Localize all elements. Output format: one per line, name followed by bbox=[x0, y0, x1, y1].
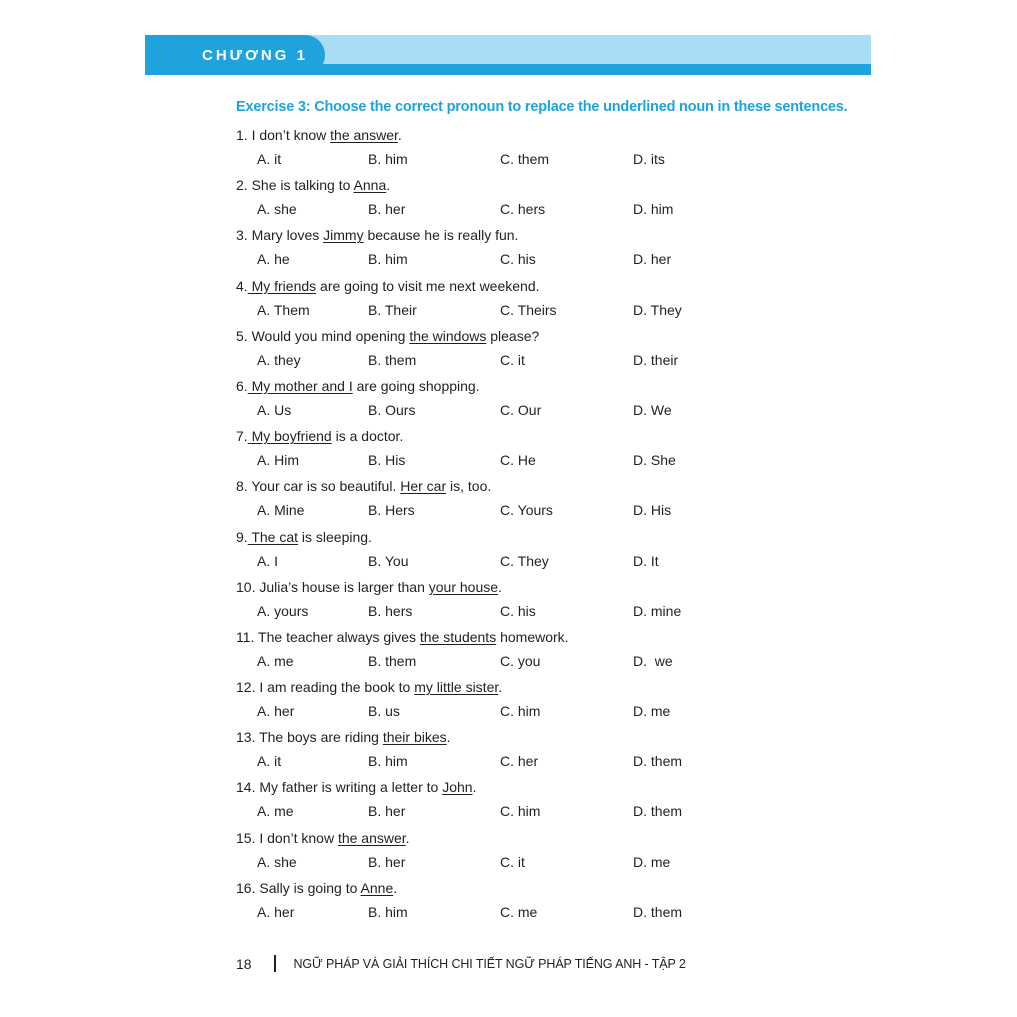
question-item bbox=[236, 527, 856, 577]
question-text bbox=[236, 830, 410, 846]
option-a: A. it bbox=[257, 151, 282, 167]
question-text-tail: is sleeping. bbox=[298, 528, 372, 545]
question-text-lead: 16. Sally is going to bbox=[236, 879, 361, 896]
answer-options bbox=[257, 302, 857, 322]
option-d: D. She bbox=[633, 452, 676, 469]
question-text-lead: 2. She is talking to bbox=[236, 177, 354, 194]
option-c: C. him bbox=[500, 703, 541, 720]
option-c: C. They bbox=[500, 552, 549, 569]
option-c: C. his bbox=[500, 602, 536, 619]
option-b: B. them bbox=[368, 652, 417, 669]
question-text-tail: . bbox=[405, 829, 410, 846]
option-a: A. it bbox=[257, 753, 282, 770]
answer-options bbox=[257, 502, 857, 522]
option-c: C. Yours bbox=[500, 502, 553, 519]
option-b: B. Ours bbox=[368, 401, 416, 418]
question-item bbox=[236, 175, 856, 225]
question-text-lead: 6. bbox=[236, 377, 248, 394]
chapter-banner bbox=[145, 35, 871, 75]
option-a: A. Us bbox=[257, 401, 292, 418]
option-d: D. her bbox=[633, 251, 672, 268]
option-b: B. You bbox=[368, 552, 409, 569]
option-c: C. his bbox=[500, 251, 536, 268]
underlined-noun: The cat bbox=[247, 528, 299, 545]
underlined-noun: My boyfriend bbox=[247, 428, 332, 445]
answer-options bbox=[257, 653, 857, 673]
underlined-noun: My friends bbox=[247, 277, 317, 294]
underlined-noun: your house bbox=[428, 578, 499, 595]
question-text bbox=[236, 328, 539, 344]
option-a: A. he bbox=[257, 251, 290, 268]
question-item bbox=[236, 878, 856, 928]
question-text-tail: . bbox=[498, 578, 502, 595]
question-text-lead: 7. bbox=[236, 428, 248, 445]
question-list bbox=[236, 125, 856, 928]
option-d: D. we bbox=[633, 652, 673, 669]
question-item bbox=[236, 627, 856, 677]
option-b: B. her bbox=[368, 853, 406, 870]
question-item bbox=[236, 276, 856, 326]
underlined-noun: Her car bbox=[400, 478, 447, 495]
question-text-tail: . bbox=[397, 127, 402, 143]
question-item bbox=[236, 225, 856, 275]
question-text bbox=[236, 880, 397, 896]
option-c: C. me bbox=[500, 903, 538, 920]
option-b: B. Hers bbox=[368, 502, 415, 519]
option-b: B. her bbox=[368, 803, 406, 820]
option-a: A. me bbox=[257, 803, 294, 820]
question-text-lead: 10. Julia’s house is larger than bbox=[236, 578, 429, 595]
question-text-lead: 5. Would you mind opening bbox=[236, 327, 410, 344]
question-text-tail: . bbox=[472, 779, 477, 796]
underlined-noun: Anne bbox=[360, 879, 394, 896]
option-a: A. Them bbox=[257, 301, 310, 318]
option-b: B. His bbox=[368, 452, 406, 469]
option-c: C. hers bbox=[500, 201, 546, 218]
option-a: A. she bbox=[257, 201, 297, 218]
option-b: B. her bbox=[368, 201, 406, 218]
option-d: D. me bbox=[633, 703, 671, 720]
option-d: D. We bbox=[633, 401, 672, 418]
option-c: C. you bbox=[500, 652, 541, 669]
option-c: C. He bbox=[500, 452, 536, 469]
underlined-noun: the students bbox=[419, 628, 497, 645]
question-text bbox=[236, 428, 403, 444]
option-a: A. me bbox=[257, 652, 294, 669]
answer-options bbox=[257, 904, 857, 924]
option-d: D. His bbox=[633, 502, 672, 519]
underlined-noun: John bbox=[442, 779, 473, 796]
option-b: B. us bbox=[368, 703, 400, 720]
option-d: D. him bbox=[633, 201, 674, 218]
option-a: A. Him bbox=[257, 452, 299, 469]
underlined-noun: their bikes bbox=[382, 729, 447, 746]
footer-divider bbox=[274, 955, 276, 972]
question-text-tail: because he is really fun. bbox=[363, 227, 519, 244]
underlined-noun: my little sister bbox=[414, 679, 499, 696]
question-text-lead: 8. Your car is so beautiful. bbox=[236, 478, 401, 495]
option-c: C. her bbox=[500, 753, 539, 770]
question-text bbox=[236, 529, 372, 545]
question-text-lead: 14. My father is writing a letter to bbox=[236, 779, 443, 796]
option-a: A. her bbox=[257, 903, 295, 920]
exercise-title: Exercise 3: Choose the correct pronoun to replace the underlined noun in these sentences. bbox=[236, 99, 848, 115]
question-text bbox=[236, 679, 502, 695]
answer-options bbox=[257, 251, 857, 271]
question-text-tail: . bbox=[393, 879, 398, 896]
underlined-noun: the windows bbox=[409, 327, 487, 344]
question-text bbox=[236, 779, 476, 795]
chapter-label: CHƯƠNG 1 bbox=[202, 46, 308, 64]
page-number: 18 bbox=[236, 955, 252, 972]
answer-options bbox=[257, 402, 857, 422]
answer-options bbox=[257, 201, 857, 221]
question-text bbox=[236, 478, 491, 494]
answer-options bbox=[257, 603, 857, 623]
option-d: D. its bbox=[633, 151, 665, 167]
book-title: NGỮ PHÁP VÀ GIẢI THÍCH CHI TIẾT NGỮ PHÁP TIẾNG ANH - TẬP 2 bbox=[293, 956, 686, 971]
option-c: C. them bbox=[500, 151, 550, 167]
answer-options bbox=[257, 803, 857, 823]
answer-options bbox=[257, 854, 857, 874]
answer-options bbox=[257, 151, 857, 171]
question-text-lead: 13. The boys are riding bbox=[236, 729, 383, 746]
answer-options bbox=[257, 553, 857, 573]
option-c: C. it bbox=[500, 853, 525, 870]
question-item bbox=[236, 828, 856, 878]
option-b: B. him bbox=[368, 753, 408, 770]
option-d: D. They bbox=[633, 301, 682, 318]
option-d: D. their bbox=[633, 351, 679, 368]
option-b: B. Their bbox=[368, 301, 417, 318]
question-text bbox=[236, 278, 540, 294]
question-text-lead: 1. I don’t know bbox=[236, 127, 331, 143]
question-text-tail: homework. bbox=[496, 628, 569, 645]
question-item bbox=[236, 476, 856, 526]
question-text-lead: 3. Mary loves bbox=[236, 227, 324, 244]
question-text-lead: 9. bbox=[236, 528, 248, 545]
answer-options bbox=[257, 352, 857, 372]
page-footer bbox=[236, 955, 686, 972]
question-text bbox=[236, 729, 451, 745]
option-a: A. her bbox=[257, 703, 295, 720]
option-b: B. him bbox=[368, 151, 408, 167]
question-item bbox=[236, 326, 856, 376]
question-text bbox=[236, 127, 402, 143]
question-text bbox=[236, 378, 480, 394]
question-text-tail: . bbox=[386, 177, 391, 194]
question-text-tail: are going shopping. bbox=[352, 377, 480, 394]
option-b: B. him bbox=[368, 903, 408, 920]
option-b: B. them bbox=[368, 351, 417, 368]
question-text-lead: 11. The teacher always gives bbox=[236, 628, 420, 645]
question-text-tail: . bbox=[498, 679, 503, 696]
underlined-noun: Anna bbox=[353, 177, 387, 194]
answer-options bbox=[257, 703, 857, 723]
answer-options bbox=[257, 753, 857, 773]
option-d: D. It bbox=[633, 552, 659, 569]
option-c: C. Our bbox=[500, 401, 542, 418]
question-text bbox=[236, 227, 518, 243]
question-item bbox=[236, 426, 856, 476]
option-b: B. him bbox=[368, 251, 408, 268]
option-c: C. it bbox=[500, 351, 525, 368]
question-text bbox=[236, 579, 502, 595]
option-d: D. me bbox=[633, 853, 671, 870]
question-text-tail: is a doctor. bbox=[331, 428, 404, 445]
answer-options bbox=[257, 452, 857, 472]
underlined-noun: the answer bbox=[337, 829, 406, 846]
option-b: B. hers bbox=[368, 602, 413, 619]
underlined-noun: the answer bbox=[330, 127, 398, 143]
chapter-tab bbox=[145, 35, 325, 75]
question-text bbox=[236, 177, 390, 193]
question-item bbox=[236, 376, 856, 426]
option-d: D. mine bbox=[633, 602, 682, 619]
option-d: D. them bbox=[633, 753, 683, 770]
question-text-tail: is, too. bbox=[446, 478, 492, 495]
option-d: D. them bbox=[633, 903, 683, 920]
question-text-tail: are going to visit me next weekend. bbox=[316, 277, 540, 294]
option-a: A. yours bbox=[257, 602, 309, 619]
question-item bbox=[236, 727, 856, 777]
question-text-lead: 12. I am reading the book to bbox=[236, 679, 415, 696]
option-c: C. him bbox=[500, 803, 541, 820]
option-a: A. I bbox=[257, 552, 279, 569]
option-a: A. they bbox=[257, 351, 301, 368]
option-d: D. them bbox=[633, 803, 683, 820]
option-c: C. Theirs bbox=[500, 301, 557, 318]
question-text-tail: please? bbox=[486, 327, 540, 344]
option-a: A. Mine bbox=[257, 502, 305, 519]
underlined-noun: My mother and I bbox=[247, 377, 353, 394]
question-text-lead: 4. bbox=[236, 277, 248, 294]
question-item bbox=[236, 125, 856, 175]
question-item bbox=[236, 577, 856, 627]
option-a: A. she bbox=[257, 853, 297, 870]
question-item bbox=[236, 777, 856, 827]
question-item bbox=[236, 677, 856, 727]
question-text-tail: . bbox=[446, 729, 451, 746]
underlined-noun: Jimmy bbox=[323, 227, 364, 244]
question-text-lead: 15. I don’t know bbox=[236, 829, 338, 846]
question-text bbox=[236, 629, 569, 645]
